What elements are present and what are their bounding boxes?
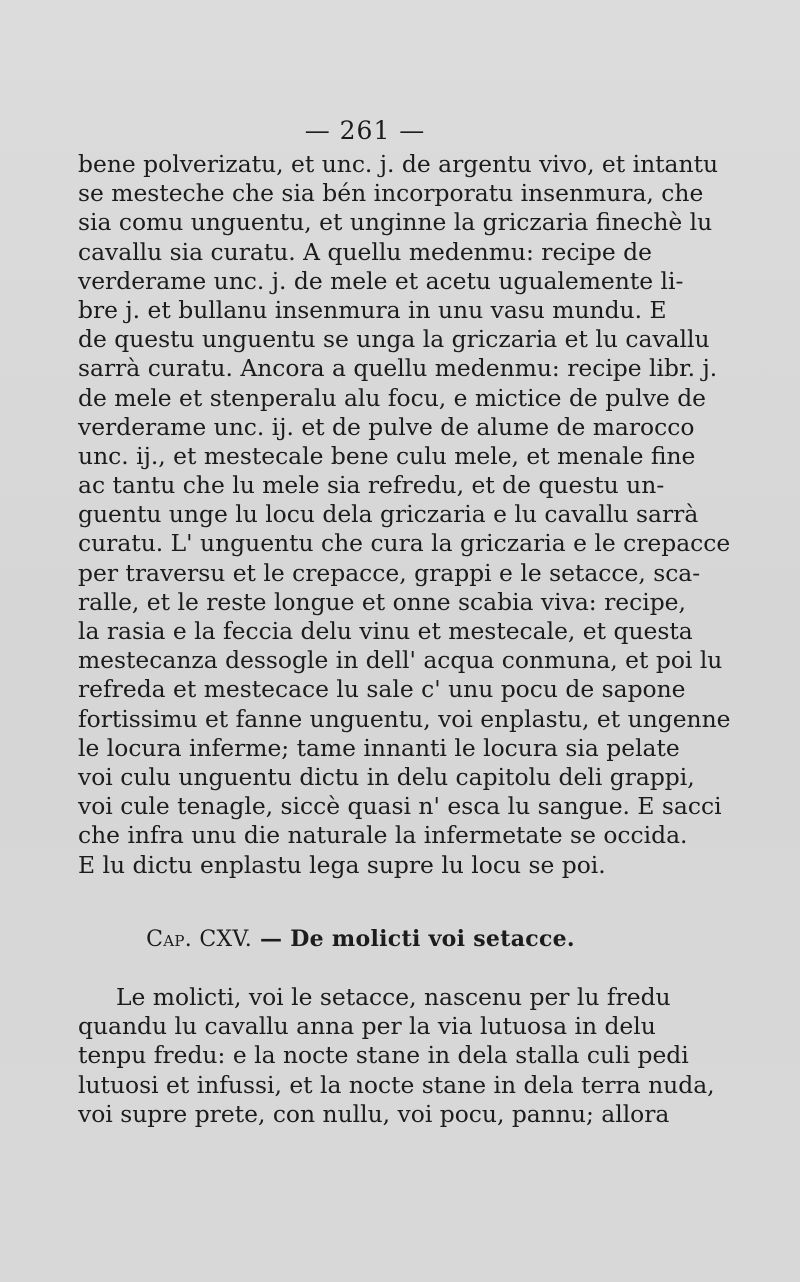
text-line: bre j. et bullanu insenmura in unu vasu mundu. E: [78, 295, 667, 324]
text-line: Le molicti, voi le setacce, nascenu per lu fredu: [116, 983, 671, 1011]
text-line: unc. ij., et mestecale bene culu mele, et menale fine: [78, 441, 696, 470]
paragraph-2: [78, 983, 715, 1129]
text-line: per traversu et le crepacce, grappi e le setacce, sca-: [78, 558, 701, 587]
text-line: le locura inferme; tame innanti le locura sia pelate: [78, 733, 680, 762]
text-line: tenpu fredu: e la nocte stane in dela stalla culi pedi: [78, 1041, 689, 1070]
chapter-heading: [78, 926, 643, 952]
text-line: verderame unc. j. de mele et acetu ugualemente li-: [78, 266, 684, 295]
text-line: curatu. L' unguentu che cura la griczaria e le crepacce: [78, 529, 731, 558]
heading-dash: —: [252, 926, 291, 952]
text-line: refreda et mestecace lu sale c' unu pocu de sapone: [78, 675, 686, 704]
text-line: lutuosi et infussi, et la nocte stane in dela terra nuda,: [78, 1070, 715, 1099]
text-line: E lu dictu enplastu lega supre lu locu se poi.: [78, 850, 606, 879]
paragraph-1: [78, 150, 731, 880]
chapter-title: De molicti voi setacce.: [290, 926, 575, 952]
text-line: mestecanza dessogle in dell' acqua conmuna, et poi lu: [78, 646, 723, 675]
chapter-number: Cap. CXV.: [146, 927, 253, 952]
text-line: cavallu sia curatu. A quellu medenmu: recipe de: [78, 237, 652, 266]
text-line: verderame unc. ij. et de pulve de alume de marocco: [78, 412, 695, 441]
text-line: la rasia e la feccia delu vinu et mestecale, et questa: [78, 617, 693, 645]
text-line: sia comu unguentu, et unginne la griczaria finechè lu: [78, 208, 713, 237]
text-line: che infra unu die naturale la infermetate se occida.: [78, 821, 688, 850]
text-line: sarrà curatu. Ancora a quellu medenmu: recipe libr. j.: [78, 354, 718, 383]
text-line: ralle, et le reste longue et onne scabia viva: recipe,: [78, 587, 686, 616]
text-line: voi cule tenagle, siccè quasi n' esca lu sangue. E sacci: [78, 792, 722, 821]
text-line: de mele et stenperalu alu focu, e mictice de pulve de: [78, 383, 707, 412]
text-line: quandu lu cavallu anna per la via lutuosa in delu: [78, 1012, 656, 1041]
text-line: fortissimu et fanne unguentu, voi enplastu, et ungenne: [78, 704, 731, 733]
text-line: ac tantu che lu mele sia refredu, et de questu un-: [78, 471, 665, 500]
page-number: — 261 —: [304, 116, 426, 145]
text-line: bene polverizatu, et unc. j. de argentu vivo, et intantu: [78, 150, 719, 178]
text-line: de questu unguentu se unga la griczaria et lu cavallu: [78, 325, 710, 354]
text-line: se mesteche che sia bén incorporatu insenmura, che: [78, 179, 704, 208]
text-line: guentu unge lu locu dela griczaria e lu cavallu sarrà: [78, 500, 699, 529]
text-line: voi culu unguentu dictu in delu capitolu deli grappi,: [78, 762, 695, 791]
text-line: voi supre prete, con nullu, voi pocu, pannu; allora: [78, 1099, 670, 1128]
